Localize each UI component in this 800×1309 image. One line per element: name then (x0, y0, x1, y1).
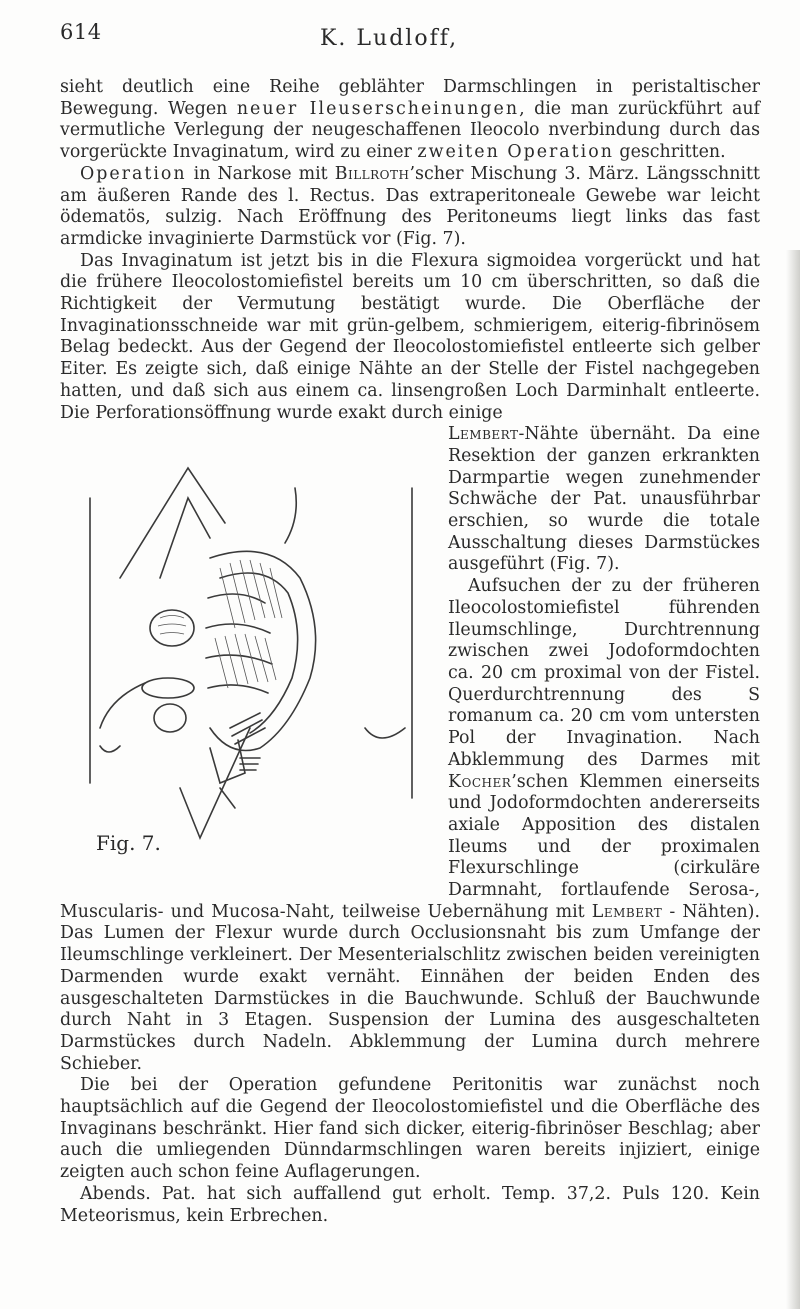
left-hook (100, 746, 120, 752)
paragraph-5 (60, 1075, 760, 1184)
p4-text-c: ’schen Klemmen einerseits und Jodoformdochten andererseits axiale Apposition des distalen Ileums und der proximalen Flexurschlinge (cirkuläre Darmnaht, fortlaufende Serosa-, Muscularis- und Mucosa-Naht, teilweise Uebernähung mit (60, 771, 760, 922)
running-head: K. Ludloff, (320, 26, 459, 51)
p2-text-b: in Narkose mit (186, 163, 335, 184)
page-header (58, 20, 758, 56)
paragraph-3 (60, 251, 760, 425)
p4-name-lembert: Lembert (591, 901, 663, 922)
text-body (60, 77, 760, 1227)
page-number: 614 (60, 20, 102, 44)
p3-name-lembert: Lembert (448, 424, 519, 445)
invaginatum-inner (220, 573, 298, 733)
paragraph-2 (60, 164, 760, 251)
p2-emphasis-operation: Operation (80, 163, 187, 184)
invaginatum-outline (210, 552, 316, 751)
p4-text-a: Aufsuchen der zu der früheren Ileocolostomiefistel führenden Ileumschlinge, Durchtrennung zwischen zwei Jodoformdochten ca. 20 cm proximal von der Fistel. Querdurchtrennung des S romanum ca. 20 cm vom untersten Pol der Invagination. Nach Abklemmung des Darmes mit (448, 576, 760, 770)
page-edge-shadow (786, 250, 800, 1309)
p6-text: Abends. Pat. hat sich auffallend gut erholt. Temp. 37,2. Puls 120. Kein Meteorismus, kein Erbrechen. (60, 1183, 760, 1226)
p2-name-billroth: Billroth (334, 163, 410, 184)
figure-caption: Fig. 7. (96, 831, 161, 856)
lower-loop-inner (220, 788, 235, 808)
p1-text-e: geschritten. (613, 142, 726, 163)
p5-text: Die bei der Operation gefundene Peritonitis war zunächst noch hauptsächlich auf die Gegend der Ileocolostomiefistel und die Oberfläche des Invaginans beschränkt. Hier fand sich dicker, eiterig-fibrinöser Beschlag; aber auch die umliegenden Dünndarmschlingen waren bereits injiziert, einige zeigten auch schon feine Auflagerungen. (60, 1075, 760, 1183)
p1-text-a: sieht deutlich eine Reihe geblähter Darmschlingen in peristaltischer Bewegung. Wegen (60, 77, 760, 119)
figure-7 (60, 428, 432, 880)
p4-name-kocher: Kocher (448, 771, 512, 792)
p1-emphasis-ileus: neuer Ileuserscheinungen (236, 98, 520, 119)
intestine-illustration (60, 428, 432, 880)
bowel-end-middle (142, 678, 194, 698)
p4-text-e: - Nähten). Das Lumen der Flexur wurde durch Occlusionsnaht bis zum Umfange der Ileumschlinge verkleinert. Der Mesenterialschlitz zwischen beiden vereinigten Darmenden wurde exakt vernäht. Einnähen der beiden Enden des ausgeschalteten Darmstückes in die Bauchwunde. Schluß der Bauchwunde durch Naht in 3 Etagen. Suspension der Lumina des ausgeschalteten Darmstückes durch Nadeln. Abklemmung der Lumina durch mehrere Schieber. (60, 901, 760, 1074)
upper-right-stem (285, 488, 296, 543)
left-loop (100, 683, 145, 728)
paragraph-6 (60, 1184, 760, 1227)
p3-text-c: -Nähte übernäht. Da eine Resektion der ganzen erkrankten Darmpartie wegen zunehmender Schwäche der Pat. unausführbar erschien, so wurde die totale Ausschaltung dieses Darmstückes ausgeführt (Fig. 7). (448, 424, 760, 575)
upper-loop-left (120, 468, 225, 578)
paragraph-1 (60, 77, 760, 164)
bowel-end-lower (154, 704, 186, 732)
p1-text-c: , die man zurückführt auf vermutliche Verlegung der neugeschaffenen Ileocolo nverbindung durch das vorgerückte Invaginatum, wird zu einer (60, 98, 760, 163)
right-hook (365, 728, 405, 738)
p2-text-d: ’scher Mischung 3. März. Längsschnitt am äußeren Rande des l. Rectus. Das extraperitoneale Gewebe war leicht ödematös, sulzig. Nach Eröffnung des Peritoneums liegt links das fast armdicke invaginierte Darmstück vor (Fig. 7). (60, 163, 760, 249)
p1-emphasis-second-operation: zweiten Operation (417, 142, 614, 163)
upper-loop-inner (160, 498, 210, 578)
p3-text-a: Das Invaginatum ist jetzt bis in die Flexura sigmoidea vorgerückt und hat die frühere Ileocolostomiefistel bereits um 10 cm überschritten, so daß die Richtigkeit der Vermutung bestätigt wurde. Die Oberfläche der Invaginationsschneide war mit grün-gelbem, schmierigem, eiterig-fibrinösem Belag bedeckt. Aus der Gegend der Ileocolostomiefistel entleerte sich gelber Eiter. Es zeigte sich, daß einige Nähte an der Stelle der Fistel nachgegeben hatten, und daß sich aus einem ca. linsengroßen Loch Darminhalt entleerte. Die Perforationsöffnung wurde exakt durch einige (60, 250, 760, 423)
